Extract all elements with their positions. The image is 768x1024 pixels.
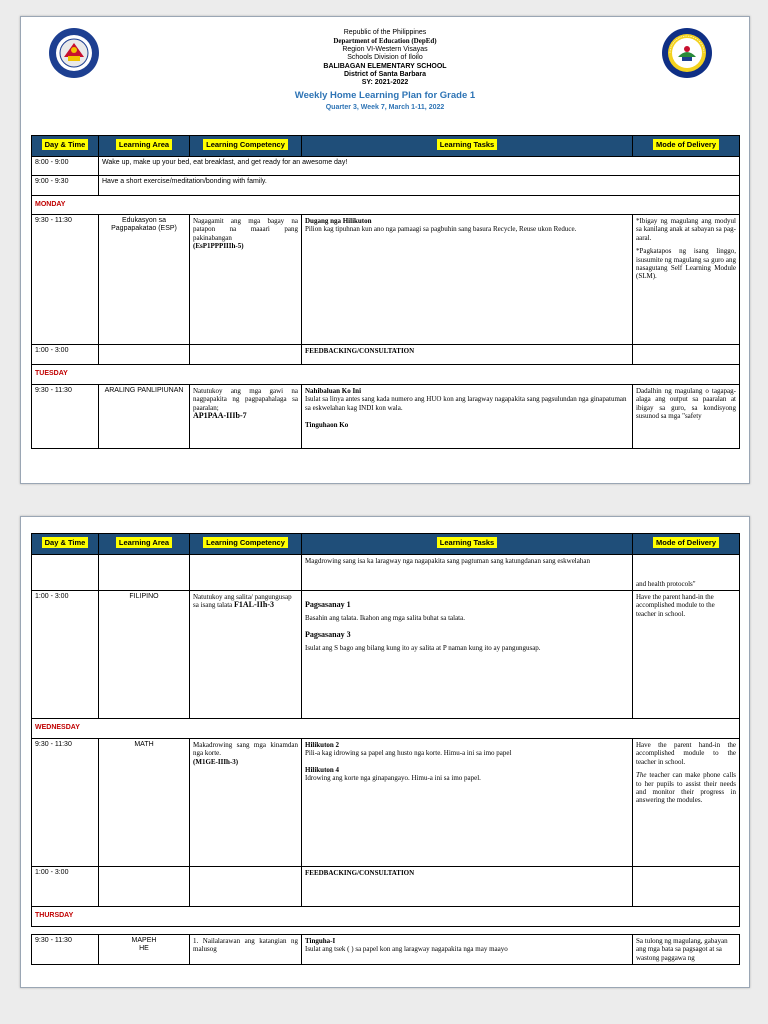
task-text: Basahin ang talata. Ikahon ang mga salita buhat sa talata. xyxy=(305,614,465,623)
learning-plan-table-2 xyxy=(31,533,740,965)
mode-text: Have the parent hand-in the accomplished module to the teacher in school. xyxy=(636,741,736,766)
task-title: Dugang nga Hilikuton xyxy=(305,217,372,225)
col-header-mode-of-delivery: Mode of Delivery xyxy=(633,136,740,157)
task-text: Pilion kag tipuhnan kun ano nga pamaagi sa pagbuhin sang basura Recycle, Reuse ukon Reduce. xyxy=(305,225,577,234)
col-header-learning-tasks: Learning Tasks xyxy=(302,534,633,555)
mode-cell xyxy=(633,739,740,867)
table-row xyxy=(32,739,740,867)
competency-text: Makadrowing sang mga kinamdan nga korte. xyxy=(193,741,298,758)
school-year: SY: 2021-2022 xyxy=(361,79,409,87)
task-text: Isulat sa linya antes sang kada numero ang HUO kon ang laragway nagapakita sang pagsulundan nga ginapatuman sa eskwelahan kag INDI kon wala. xyxy=(305,395,627,412)
learning-area-cell: MATH xyxy=(99,739,190,867)
learning-plan-table-1 xyxy=(31,135,740,449)
day-row-thursday xyxy=(32,907,740,927)
competency-text: Natutukoy ang mga gawi na nagpapakita ng pagpapahalaga sa paaralan; xyxy=(193,387,298,412)
competency-code: F1AL-IIh-3 xyxy=(234,600,275,610)
day-row-wednesday xyxy=(32,719,740,739)
competency-text: Nagagamit ang mga bagay na patapon na maaari pang pakinabangan xyxy=(193,217,298,242)
competency-cell xyxy=(190,215,302,345)
competency-cell xyxy=(190,739,302,867)
col-header-learning-tasks: Learning Tasks xyxy=(302,136,633,157)
time-cell: 9:30 - 11:30 xyxy=(32,935,99,965)
day-label: MONDAY xyxy=(32,196,740,215)
document-page-2 xyxy=(20,516,750,988)
competency-cell xyxy=(190,385,302,449)
task-text: Idrowing ang korte nga ginapangayo. Himu-a ini sa imo papel. xyxy=(305,774,481,783)
task-title: Tinguha-I xyxy=(305,937,336,945)
task-title: Nahibaluan Ko Ini xyxy=(305,387,362,395)
learning-area-text: HE xyxy=(139,945,149,953)
time-cell: 1:00 - 3:00 xyxy=(32,867,99,907)
table-row xyxy=(32,385,740,449)
task-text: Magdrowing sang isa ka laragway nga nagapakita sang pagtuman sang katungdanan sang eskwelahan xyxy=(302,555,633,591)
mode-cell: and health protocols" xyxy=(633,555,740,591)
learning-area-cell: FILIPINO xyxy=(99,591,190,719)
task-title: Pagsasanay 1 xyxy=(305,600,351,609)
table-row xyxy=(32,215,740,345)
table-header-row xyxy=(32,136,740,157)
competency-code: (M1GE-IIIh-3) xyxy=(193,757,239,766)
table-header-row xyxy=(32,534,740,555)
tasks-cell xyxy=(302,385,633,449)
competency-text: Natutukoy ang salita/ pangungusap sa isang talata xyxy=(193,593,292,610)
table-row xyxy=(32,867,740,907)
routine-text: Have a short exercise/meditation/bonding with family. xyxy=(99,176,740,196)
table-row xyxy=(32,345,740,365)
learning-area-cell: Edukasyon sa Pagpapakatao (ESP) xyxy=(99,215,190,345)
time-cell: 9:30 - 11:30 xyxy=(32,385,99,449)
document-header xyxy=(21,29,749,113)
day-label: TUESDAY xyxy=(32,365,740,385)
republic-text: Republic of the Philippines xyxy=(343,29,427,36)
task-title: Tinguhaon Ko xyxy=(305,420,349,429)
mode-cell: Sa tulong ng magulang, gabayan ang mga bata sa pagsagot at sa wastong paggawa ng xyxy=(633,935,740,965)
spacer-row xyxy=(32,927,740,935)
mode-text: *Pagkatapos ng isang linggo, isusumite ng magulang sa guro ang nasagutang Self Learning Module (SLM). xyxy=(636,247,736,281)
learning-area-text: MAPEH xyxy=(131,937,157,944)
day-label: THURSDAY xyxy=(32,907,740,927)
col-header-learning-competency: Learning Competency xyxy=(190,534,302,555)
table-row xyxy=(32,176,740,196)
division-text: Schools Division of Iloilo xyxy=(347,54,423,62)
time-cell: 9:30 - 11:30 xyxy=(32,739,99,867)
task-title: Hilikuton 4 xyxy=(305,765,340,774)
mode-text-emphasis: The xyxy=(636,771,647,780)
tasks-cell xyxy=(302,591,633,719)
document-page-1 xyxy=(20,16,750,484)
task-text: Isulat ang tsek ( ) sa papel kon ang laragway nagapakita nga may maayo xyxy=(305,945,508,954)
plan-title: Weekly Home Learning Plan for Grade 1 xyxy=(294,89,476,101)
mode-cell: Dadalhin ng magulang o tagapag-alaga ang output sa paaralan at ibigay sa guro, sa kondisyong susunod sa mga "safety xyxy=(633,385,740,449)
time-cell: 8:00 - 9:00 xyxy=(32,157,99,176)
region-text: Region VI-Western Visayas xyxy=(342,45,428,53)
table-row xyxy=(32,935,740,965)
mode-cell: Have the parent hand-in the accomplished module to the teacher in school. xyxy=(633,591,740,719)
learning-area-cell xyxy=(99,935,190,965)
day-label: WEDNESDAY xyxy=(32,719,740,739)
col-header-mode-of-delivery: Mode of Delivery xyxy=(633,534,740,555)
district-text: District of Santa Barbara xyxy=(343,71,427,79)
day-row-tuesday xyxy=(32,365,740,385)
learning-area-cell: ARALING PANLIPIUNAN xyxy=(99,385,190,449)
competency-code: AP1PAA-IIIb-7 xyxy=(193,411,247,421)
day-row-monday xyxy=(32,196,740,215)
task-text: Isulat ang S bago ang bilang kung ito ay salita at P naman kung ito ay pangungusap. xyxy=(305,644,541,653)
competency-cell xyxy=(190,591,302,719)
school-name: BALIBAGAN ELEMENTARY SCHOOL xyxy=(323,62,447,70)
table-row xyxy=(32,157,740,176)
time-cell: 9:00 - 9:30 xyxy=(32,176,99,196)
time-cell: 1:00 - 3:00 xyxy=(32,591,99,719)
col-header-day-time: Day & Time xyxy=(32,534,99,555)
competency-cell: 1. Nailalarawan ang katangian ng malusog xyxy=(190,935,302,965)
feedback-text: FEEDBACKING/CONSULTATION xyxy=(302,345,633,365)
department-text: Department of Education (DepEd) xyxy=(333,37,437,46)
col-header-learning-competency: Learning Competency xyxy=(190,136,302,157)
table-row xyxy=(32,591,740,719)
time-cell: 9:30 - 11:30 xyxy=(32,215,99,345)
task-title: Hilikuton 2 xyxy=(305,741,340,749)
tasks-cell xyxy=(302,739,633,867)
routine-text: Wake up, make up your bed, eat breakfast, and get ready for an awesome day! xyxy=(99,157,740,176)
task-text: Pili-a kag idrowing sa papel ang husto nga korte. Himu-a ini sa imo papel xyxy=(305,749,512,758)
time-cell: 1:00 - 3:00 xyxy=(32,345,99,365)
mode-text: teacher can make phone calls to her pupils to assist their needs and monitor their progress in answering the modules. xyxy=(636,771,737,805)
mode-cell xyxy=(633,215,740,345)
table-row xyxy=(32,555,740,591)
quarter-subtitle: Quarter 3, Week 7, March 1-11, 2022 xyxy=(325,103,445,111)
feedback-text: FEEDBACKING/CONSULTATION xyxy=(302,867,633,907)
competency-code: (EsP1PPPIIIh-5) xyxy=(193,242,244,251)
col-header-learning-area: Learning Area xyxy=(99,136,190,157)
mode-text: *Ibigay ng magulang ang modyul sa kanilang anak at sabayan sa pag-aaral. xyxy=(636,217,736,242)
col-header-day-time: Day & Time xyxy=(32,136,99,157)
tasks-cell xyxy=(302,935,633,965)
task-title: Pagsasanay 3 xyxy=(305,629,351,639)
tasks-cell xyxy=(302,215,633,345)
col-header-learning-area: Learning Area xyxy=(99,534,190,555)
